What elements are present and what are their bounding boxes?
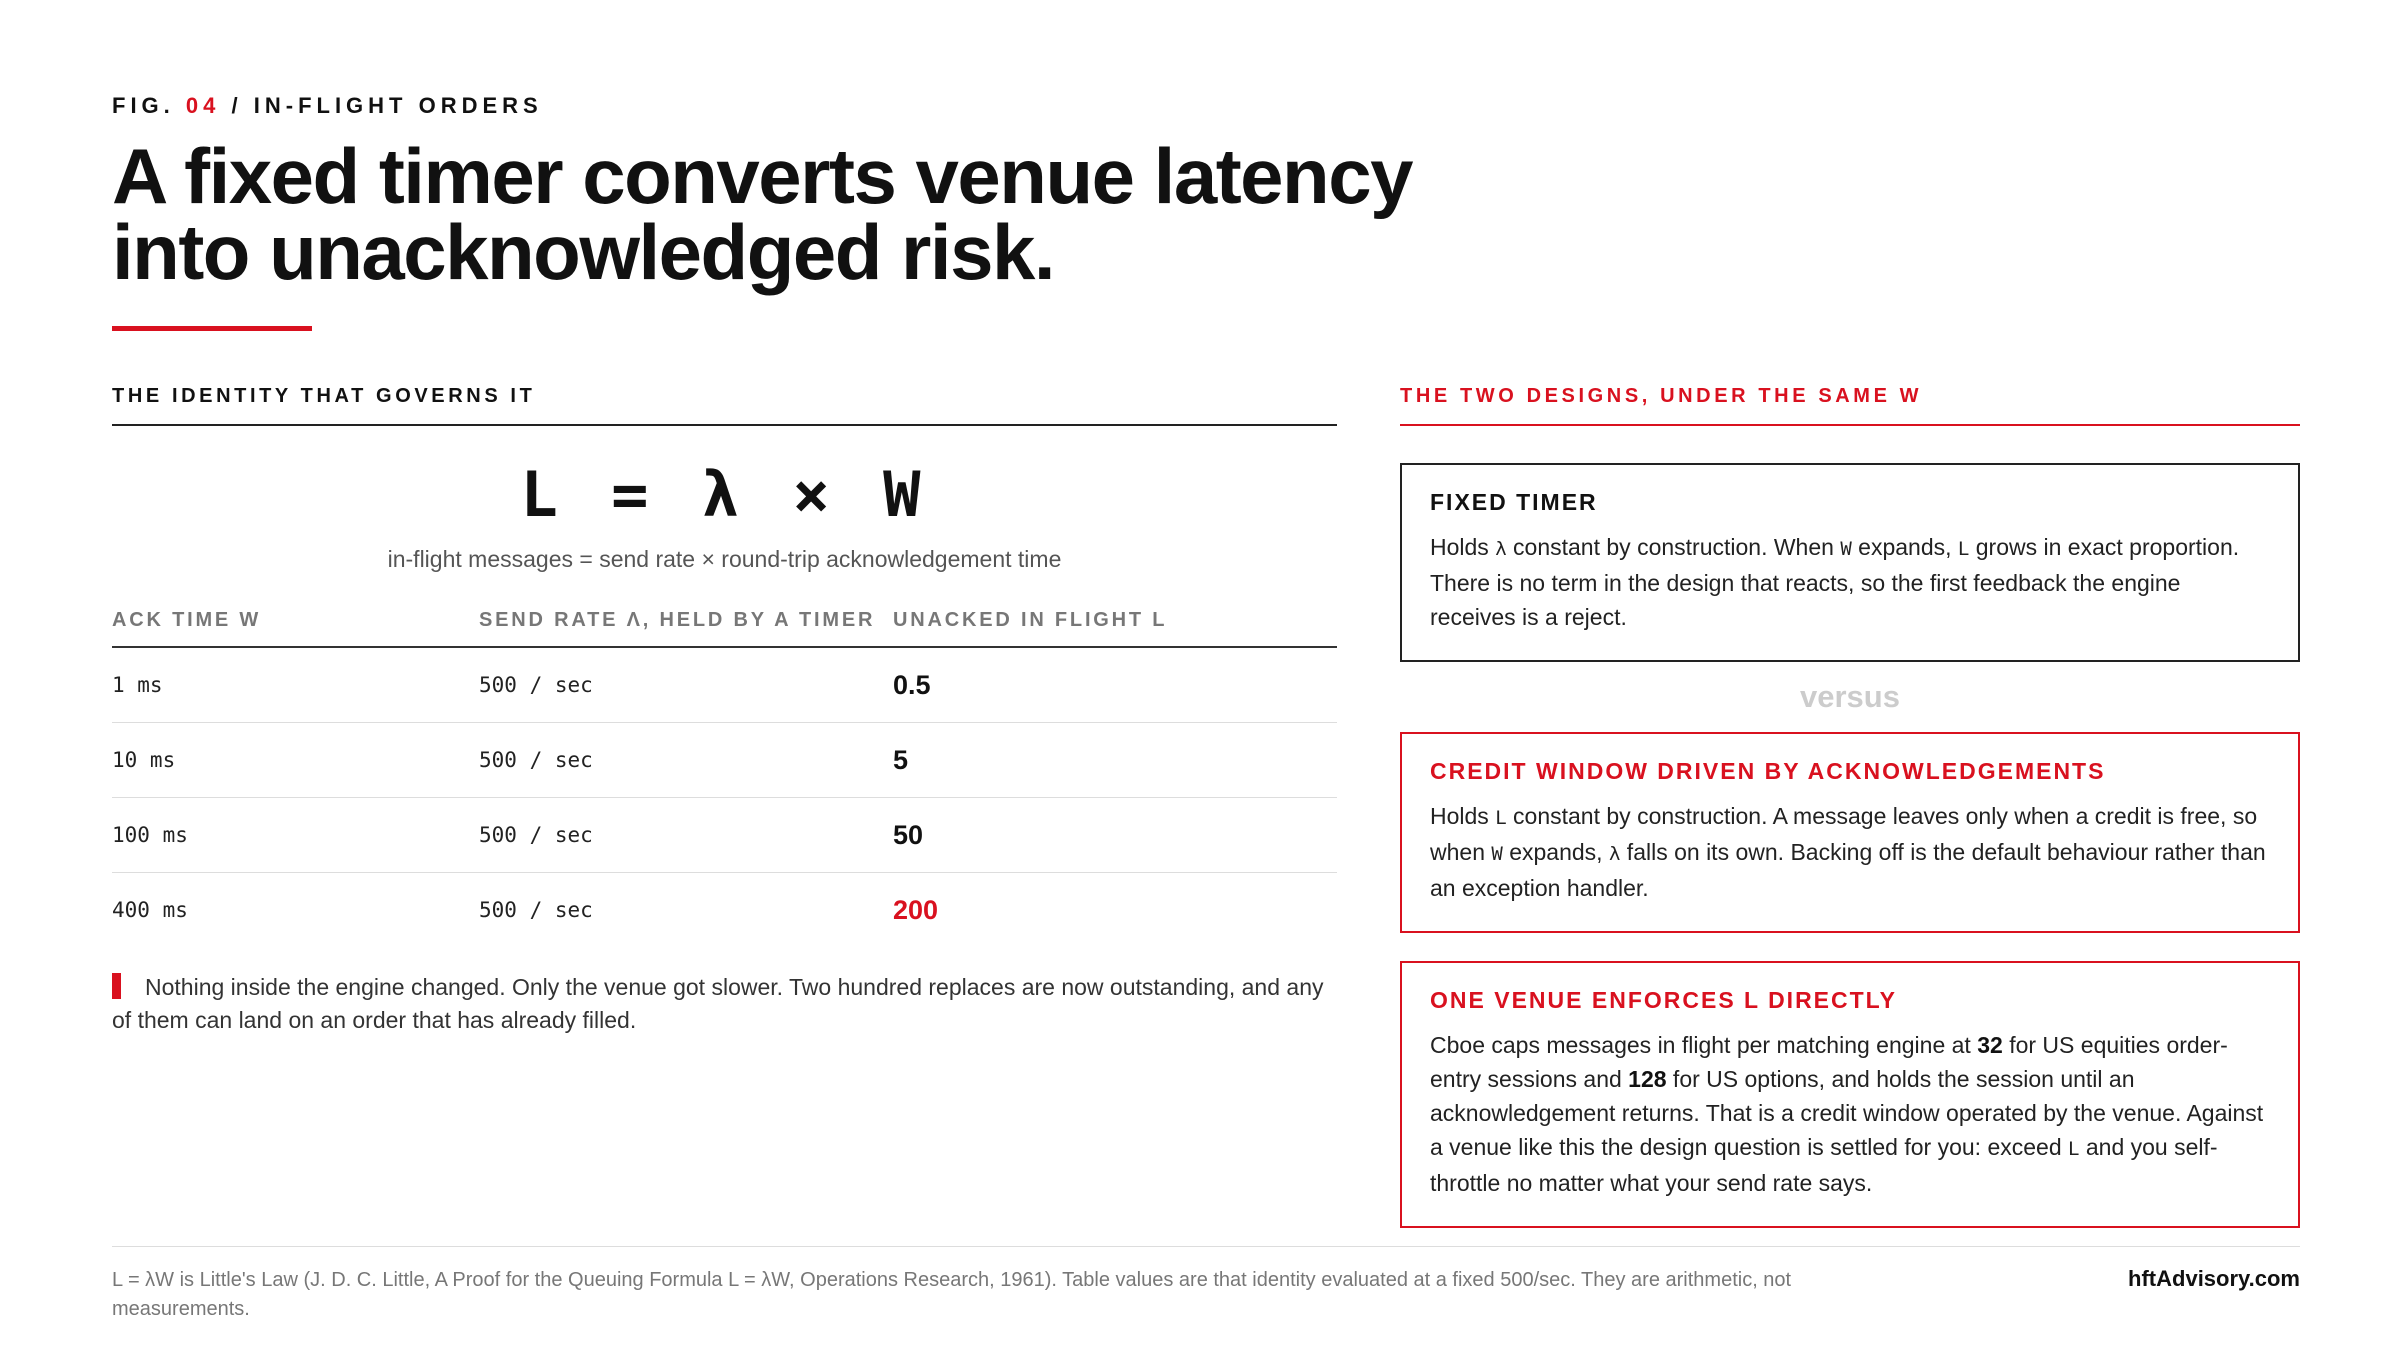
title-accent-rule — [112, 326, 312, 331]
brand-name: hftAdvisory.com — [2128, 1266, 2300, 1291]
figure-kicker — [112, 93, 543, 119]
symbol: L — [1957, 538, 1970, 560]
credit-window-title: CREDIT WINDOW DRIVEN BY ACKNOWLEDGEMENTS — [1430, 758, 2106, 784]
cell-ack: 10 ms — [112, 748, 176, 772]
body-text: Cboe caps messages in flight per matching engine at — [1430, 1032, 1978, 1058]
cell-rate: 500 / sec — [479, 823, 593, 847]
body-text: for US equities order-entry sessions and — [1430, 1032, 2228, 1092]
body-text: expands, — [1851, 534, 1958, 560]
fixed-timer-card — [1400, 463, 2300, 662]
identity-heading: THE IDENTITY THAT GOVERNS IT — [112, 385, 1337, 426]
venue-body — [1430, 1028, 2270, 1200]
cell-rate: 500 / sec — [479, 673, 593, 697]
cell-ack: 1 ms — [112, 673, 163, 697]
cell-ack: 400 ms — [112, 898, 188, 922]
credit-window-body — [1430, 799, 2270, 905]
cell-unacked-highlight: 200 — [893, 894, 939, 925]
symbol: W — [1840, 538, 1852, 560]
cell-unacked: 50 — [893, 819, 924, 850]
cell-ack: 100 ms — [112, 823, 188, 847]
fixed-timer-title: FIXED TIMER — [1430, 489, 1598, 515]
body-text: for US options, and holds the session until an acknowledgement returns. That is a credit window operated by the venue. Against a venue like this the design question is settled for you: exceed — [1430, 1066, 2264, 1160]
bold-number: 128 — [1628, 1066, 1667, 1092]
symbol: W — [1491, 843, 1503, 865]
venue-card — [1400, 961, 2300, 1228]
kicker-number: 04 — [185, 93, 221, 118]
title-line-2: into unacknowledged risk. — [112, 208, 1054, 296]
table-body — [112, 648, 1337, 947]
column-header-rate: SEND RATE Λ, HELD BY A TIMER — [479, 609, 876, 631]
body-text: expands, — [1502, 839, 1609, 865]
fixed-timer-body — [1430, 530, 2270, 634]
symbol: λ — [1608, 843, 1621, 865]
body-text: Holds — [1430, 534, 1496, 560]
cell-unacked: 0.5 — [893, 669, 931, 700]
symbol: L — [2068, 1138, 2080, 1160]
cell-unacked: 5 — [893, 744, 909, 775]
bold-number: 32 — [1977, 1032, 2003, 1058]
designs-section — [1400, 385, 2300, 1228]
column-header-unacked: UNACKED IN FLIGHT L — [893, 609, 1168, 631]
symbol: L — [1495, 807, 1507, 829]
body-text: Holds — [1430, 803, 1496, 829]
cell-rate: 500 / sec — [479, 748, 593, 772]
footer-note: L = λW is Little's Law (J. D. C. Little, A Proof for the Queuing Formula L = λW, Operations Research, 1961). Table values are that identity evaluated at a fixed 500/sec. They are arithmetic, not measurements. — [112, 1269, 1792, 1320]
versus-label: versus — [1800, 679, 1900, 714]
callout-note — [112, 971, 1337, 1037]
identity-section — [112, 385, 1337, 1037]
note-accent-bar — [112, 973, 121, 999]
column-header-ack: ACK TIME W — [112, 609, 262, 631]
page-title — [112, 132, 1412, 296]
table-row — [112, 648, 1337, 723]
table-row — [112, 798, 1337, 873]
formula: L = λ × W — [520, 458, 929, 531]
credit-window-card — [1400, 732, 2300, 933]
body-text: and you self-throttle no matter what your send rate says. — [1430, 1134, 2218, 1196]
body-text: constant by construction. A message leaves only when a credit is free, so when — [1430, 803, 2258, 865]
body-text: grows in exact proportion. There is no term in the design that reacts, so the first feedback the engine receives is a reject. — [1430, 534, 2240, 630]
designs-heading: THE TWO DESIGNS, UNDER THE SAME W — [1400, 385, 2300, 426]
body-text: falls on its own. Backing off is the default behaviour rather than an exception handler. — [1430, 839, 2266, 901]
table-row — [112, 723, 1337, 798]
body-text: constant by construction. When — [1506, 534, 1841, 560]
table-row — [112, 873, 1337, 947]
formula-caption: in-flight messages = send rate × round-trip acknowledgement time — [387, 546, 1062, 572]
note-text: Nothing inside the engine changed. Only the venue got slower. Two hundred replaces are now outstanding, and any of them can land on an order that has already filled. — [112, 974, 1324, 1033]
footer-rule — [112, 1246, 2300, 1247]
symbol: λ — [1495, 538, 1507, 560]
kicker-suffix: / IN-FLIGHT ORDERS — [231, 93, 543, 118]
cell-rate: 500 / sec — [479, 898, 593, 922]
kicker-prefix: FIG. — [112, 93, 175, 118]
table-header — [112, 609, 1337, 648]
venue-title: ONE VENUE ENFORCES L DIRECTLY — [1430, 987, 1897, 1013]
title-line-1: A fixed timer converts venue latency — [112, 132, 1412, 220]
